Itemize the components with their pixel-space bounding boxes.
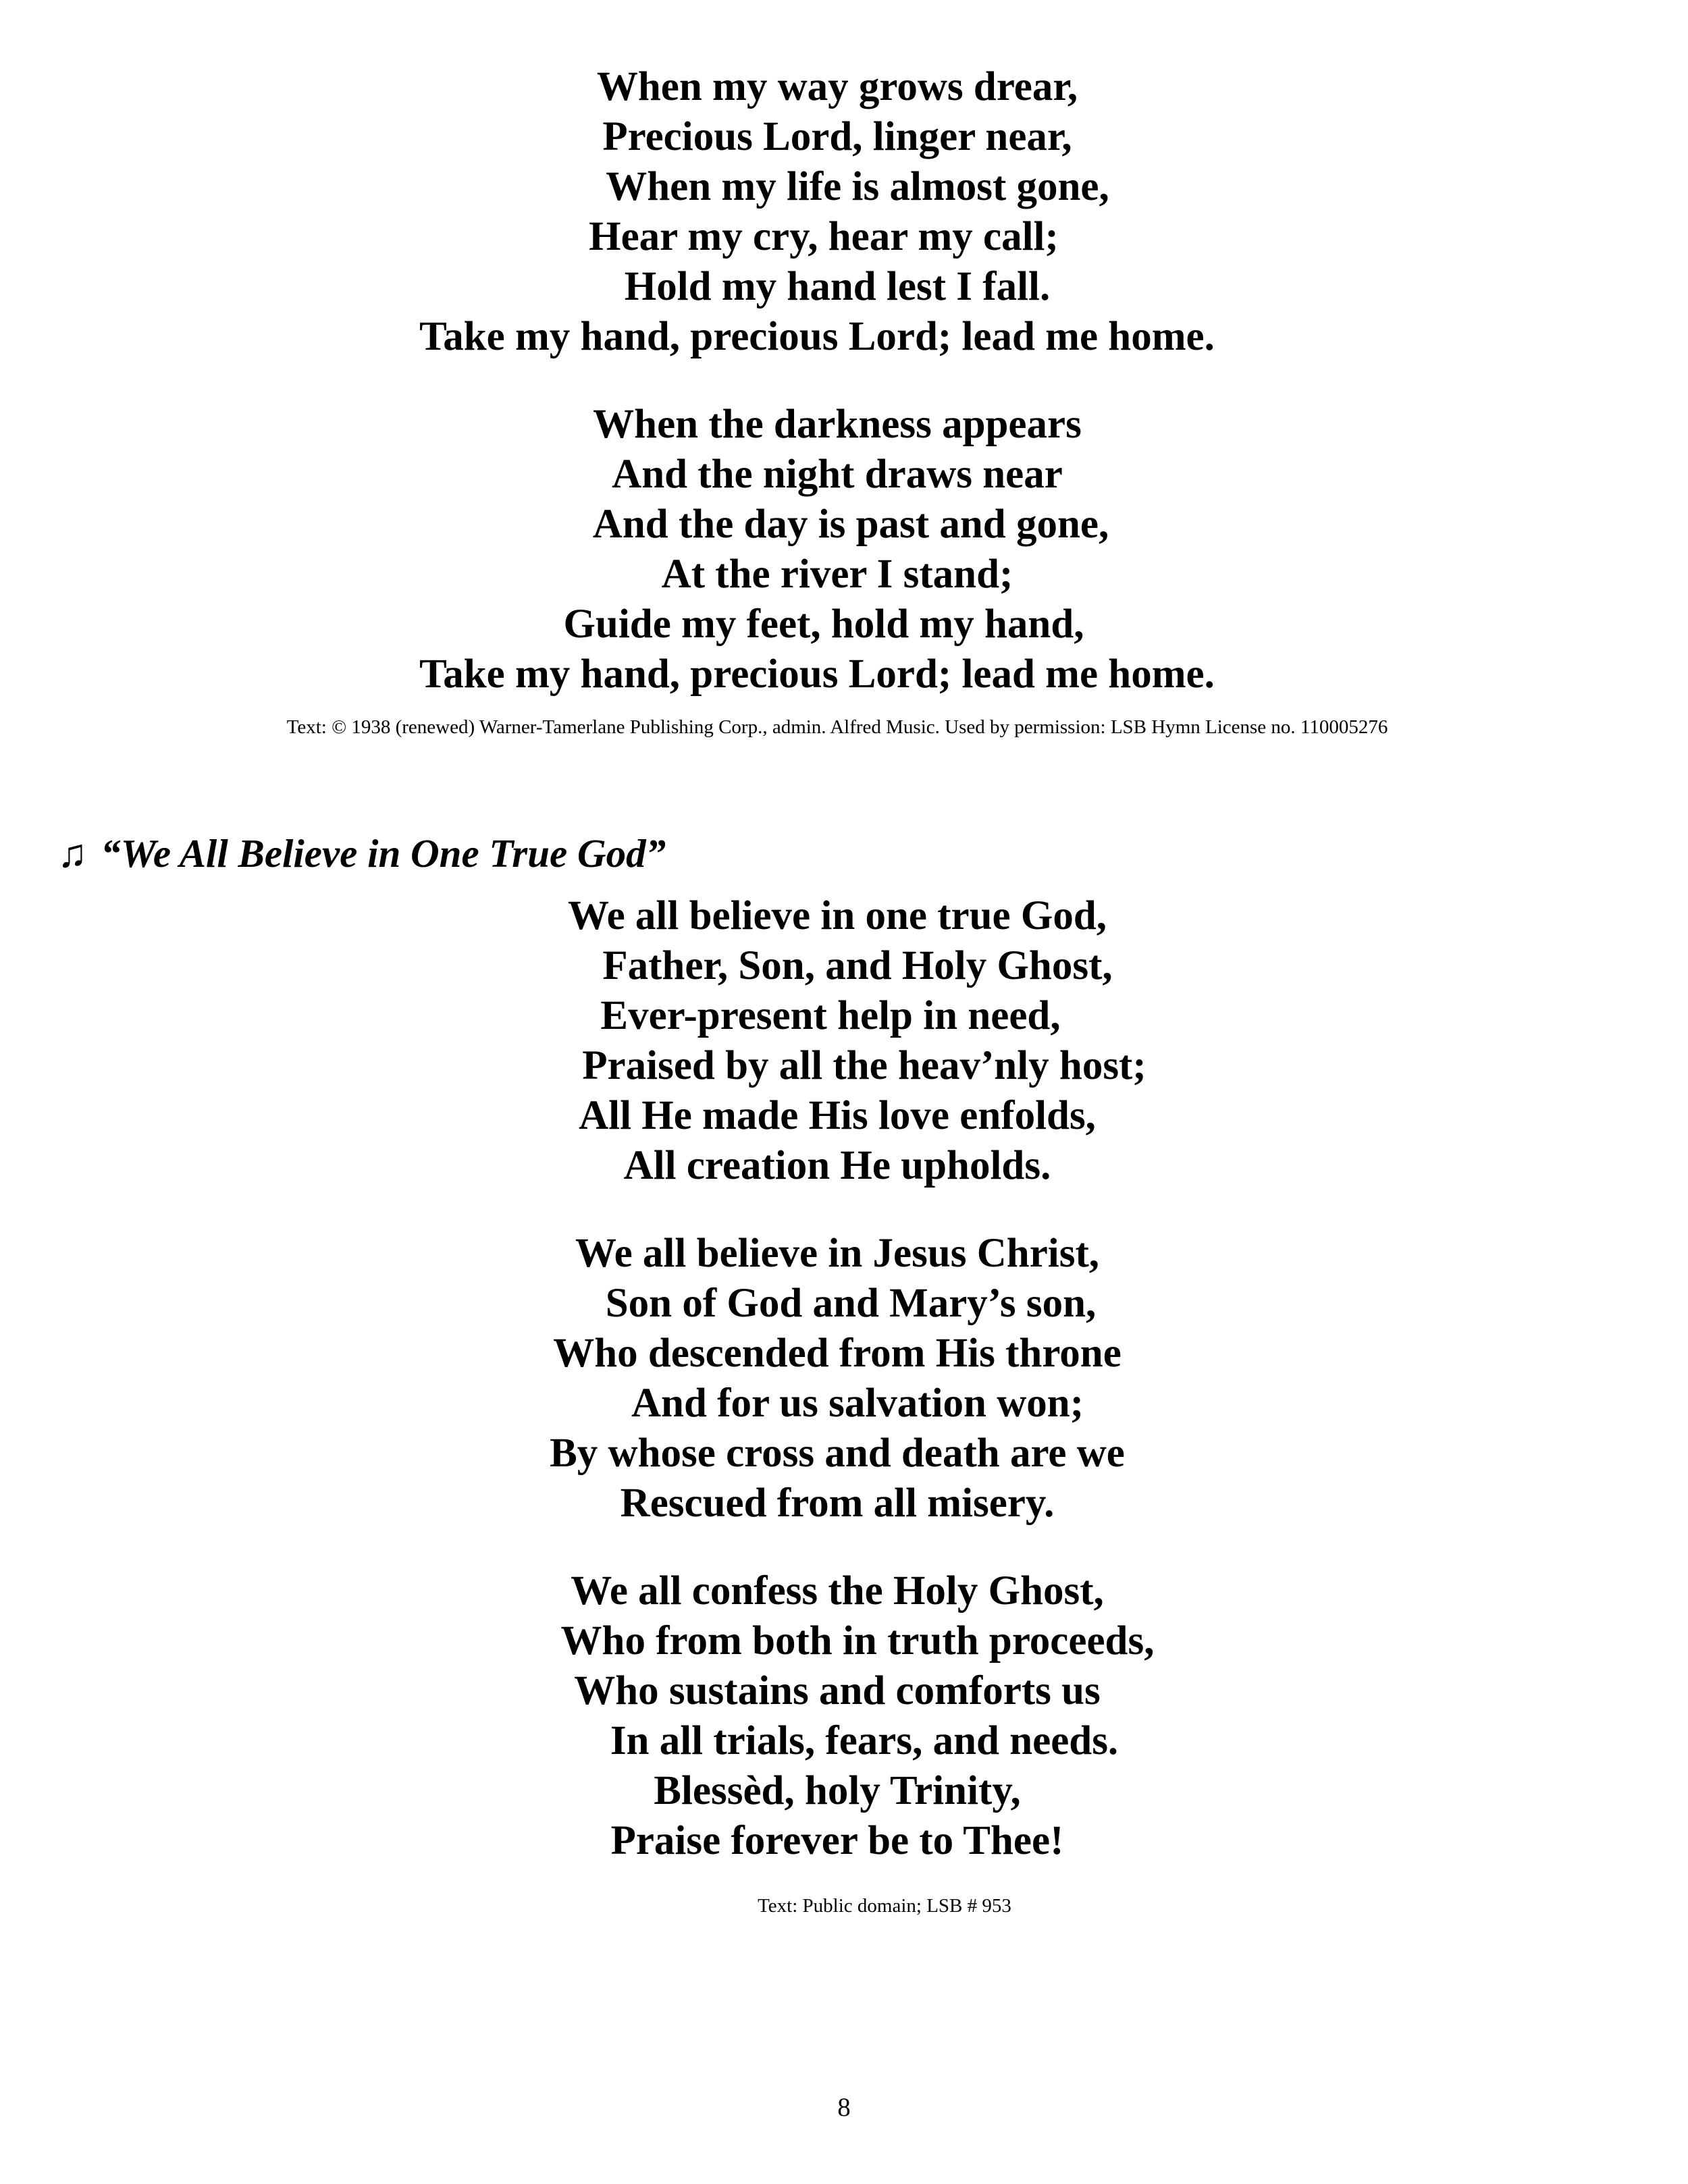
- hymn1-stanza1-line3: When my life is almost gone,: [606, 164, 1109, 209]
- hymn2-stanza2-line4: And for us salvation won;: [631, 1381, 1084, 1426]
- hymn2-stanza2-line2: Son of God and Mary’s son,: [605, 1281, 1097, 1326]
- hymn2-stanza2-line1: We all believe in Jesus Christ,: [575, 1231, 1100, 1276]
- hymn2-stanza3-line5: Blessèd, holy Trinity,: [654, 1768, 1021, 1813]
- page-number: 8: [837, 2093, 851, 2122]
- hymn1-stanza1-line1: When my way grows drear,: [596, 64, 1078, 109]
- hymn2-stanza2-line6: Rescued from all misery.: [620, 1481, 1055, 1526]
- hymn2-stanza3-line6: Praise forever be to Thee!: [610, 1818, 1064, 1863]
- music-note-icon: ♫: [57, 831, 88, 876]
- hymn2-stanza2-line3: Who descended from His throne: [553, 1331, 1122, 1376]
- hymn2-stanza1-line2: Father, Son, and Holy Ghost,: [602, 943, 1113, 988]
- hymn1-stanza1-line5: Hold my hand lest I fall.: [624, 264, 1051, 309]
- hymn2-stanza1-line1: We all believe in one true God,: [567, 893, 1107, 938]
- hymn1-stanza2-line6: Take my hand, precious Lord; lead me home.: [419, 651, 1215, 697]
- hymn2-stanza1-line3: Ever-present help in need,: [600, 993, 1061, 1038]
- hymn1-stanza1-line2: Precious Lord, linger near,: [602, 114, 1072, 159]
- hymn2-stanza1-line6: All creation He upholds.: [623, 1143, 1051, 1188]
- hymn2-stanza3-line4: In all trials, fears, and needs.: [610, 1718, 1119, 1763]
- hymn2-stanza2-line5: By whose cross and death are we: [550, 1431, 1125, 1476]
- hymn1-stanza2-line2: And the night draws near: [612, 452, 1063, 497]
- hymn2-stanza3-line3: Who sustains and comforts us: [574, 1668, 1101, 1713]
- hymn1-stanza2-line1: When the darkness appears: [593, 402, 1082, 447]
- hymn1-stanza2-line3: And the day is past and gone,: [592, 502, 1109, 547]
- hymn1-stanza2-line4: At the river I stand;: [661, 552, 1013, 597]
- hymn2-title: [57, 829, 666, 878]
- hymn1-stanza1-line4: Hear my cry, hear my call;: [589, 214, 1059, 259]
- hymn2-stanza1-line5: All He made His love enfolds,: [579, 1093, 1096, 1138]
- hymn1-stanza1-line6: Take my hand, precious Lord; lead me home.: [419, 314, 1215, 359]
- hymn1-copyright-credit: Text: © 1938 (renewed) Warner-Tamerlane Publishing Corp., admin. Alfred Music. Used by permission: LSB Hymn License no. 110005276: [286, 716, 1388, 738]
- hymn2-stanza3-line1: We all confess the Holy Ghost,: [571, 1568, 1104, 1614]
- hymn2-title-text: “We All Believe in One True God”: [101, 831, 666, 876]
- hymn1-stanza2-line5: Guide my feet, hold my hand,: [563, 602, 1084, 647]
- hymn2-stanza3-line2: Who from both in truth proceeds,: [560, 1618, 1155, 1663]
- hymn2-source-credit: Text: Public domain; LSB # 953: [758, 1895, 1011, 1917]
- hymn2-stanza1-line4: Praised by all the heav’nly host;: [582, 1043, 1146, 1088]
